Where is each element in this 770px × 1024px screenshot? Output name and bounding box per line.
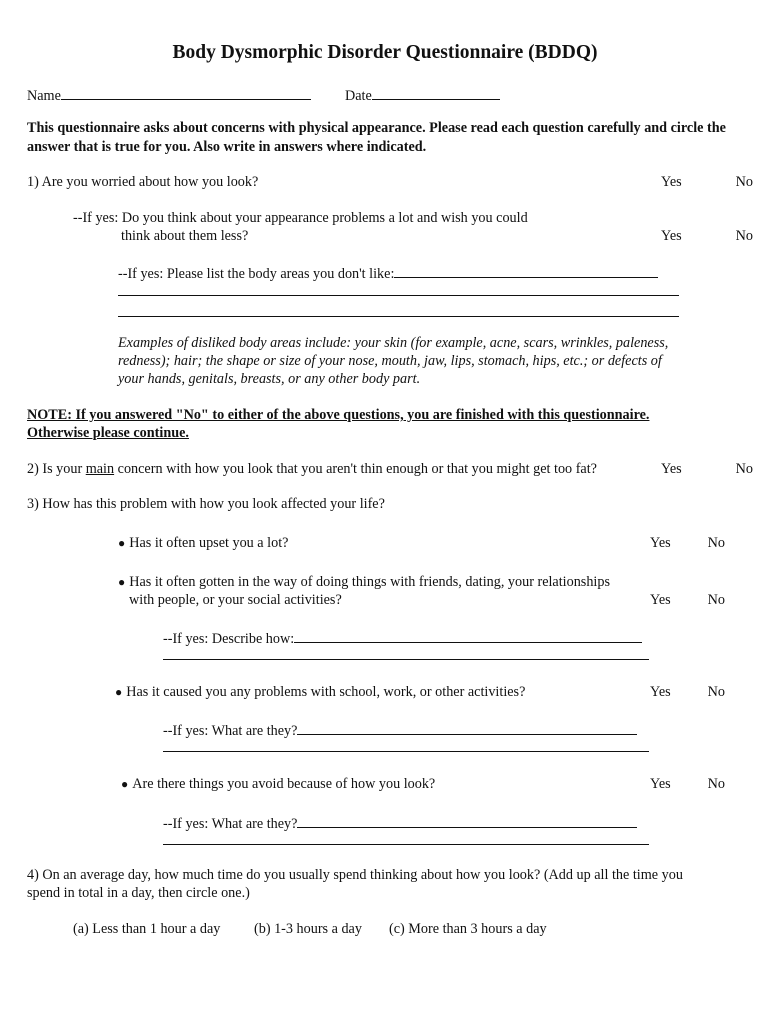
bullet-icon: ● xyxy=(118,536,126,550)
what-field-2[interactable] xyxy=(163,813,637,833)
name-label: Name xyxy=(27,88,61,104)
what-2-line-2[interactable] xyxy=(163,844,649,845)
q1-yes[interactable]: Yes xyxy=(661,174,682,190)
body-areas-field[interactable] xyxy=(118,263,658,283)
q4-option-c[interactable]: (c) More than 3 hours a day xyxy=(389,921,547,937)
q1-answers xyxy=(661,174,753,191)
q4-option-b[interactable]: (b) 1-3 hours a day xyxy=(254,921,362,937)
q2-text-pre: 2) Is your xyxy=(27,461,86,477)
q1-followup-yes[interactable]: Yes xyxy=(661,228,682,244)
q3-item-4-text: Are there things you avoid because of how you look? xyxy=(132,776,436,792)
name-input-line[interactable] xyxy=(61,85,311,100)
what-2-line-1[interactable] xyxy=(297,813,637,828)
q3-item-2-answers xyxy=(650,592,725,609)
q1-no[interactable]: No xyxy=(735,174,753,190)
bullet-icon: ● xyxy=(121,777,129,791)
question-4-line2: spend in total in a day, then circle one.) xyxy=(27,885,250,901)
examples-line-3: your hands, genitals, breasts, or any other body part. xyxy=(118,371,421,387)
q3-item-2-line1 xyxy=(118,574,610,591)
what-label-1: --If yes: What are they? xyxy=(163,723,298,739)
name-field[interactable] xyxy=(27,85,311,105)
q1-followup-line2: think about them less? xyxy=(121,228,249,244)
q3-item-2-text-2: with people, or your social activities? xyxy=(129,592,342,608)
note-line-1: NOTE: If you answered "No" to either of the above questions, you are finished with this questionnaire. xyxy=(27,407,650,423)
examples-line-1: Examples of disliked body areas include: your skin (for example, acne, scars, wrinkles, paleness, xyxy=(118,335,669,351)
question-4-line1: 4) On an average day, how much time do you usually spend thinking about how you look? (Add up all the time you xyxy=(27,867,683,883)
describe-line-2[interactable] xyxy=(163,659,649,660)
q2-text-post: concern with how you look that you aren't thin enough or that you might get too fat? xyxy=(114,461,597,477)
q3-item-2-yes[interactable]: Yes xyxy=(650,592,671,608)
q4-option-a[interactable]: (a) Less than 1 hour a day xyxy=(73,921,221,937)
q3-item-1 xyxy=(118,535,288,552)
q3-item-3-answers xyxy=(650,684,725,701)
date-field[interactable] xyxy=(345,85,500,105)
bullet-icon: ● xyxy=(118,575,126,589)
instructions: This questionnaire asks about concerns with physical appearance. Please read each question carefully and circle the answer that is true for you. Also write in answers where indicated. xyxy=(27,120,726,155)
date-input-line[interactable] xyxy=(372,85,500,100)
q3-item-3-no[interactable]: No xyxy=(707,684,725,700)
q3-item-2-no[interactable]: No xyxy=(707,592,725,608)
q1-followup-answers xyxy=(661,228,753,245)
q2-no[interactable]: No xyxy=(735,461,753,477)
what-1-line-2[interactable] xyxy=(163,751,649,752)
q3-item-1-no[interactable]: No xyxy=(707,535,725,551)
question-2 xyxy=(27,461,597,478)
describe-field[interactable] xyxy=(163,628,642,648)
body-areas-label: --If yes: Please list the body areas you don't like: xyxy=(118,266,395,282)
what-field-1[interactable] xyxy=(163,720,637,740)
q3-item-4 xyxy=(121,776,435,793)
describe-line-1[interactable] xyxy=(294,628,642,643)
what-label-2: --If yes: What are they? xyxy=(163,816,298,832)
q3-item-4-answers xyxy=(650,776,725,793)
q3-item-4-yes[interactable]: Yes xyxy=(650,776,671,792)
body-areas-line-2[interactable] xyxy=(118,295,679,296)
q3-item-3-yes[interactable]: Yes xyxy=(650,684,671,700)
page-title: Body Dysmorphic Disorder Questionnaire (BDDQ) xyxy=(172,42,598,63)
q3-item-1-text: Has it often upset you a lot? xyxy=(129,535,289,551)
body-areas-line-1[interactable] xyxy=(394,263,658,278)
q2-yes[interactable]: Yes xyxy=(661,461,682,477)
what-1-line-1[interactable] xyxy=(297,720,637,735)
note-line-2: Otherwise please continue. xyxy=(27,425,189,441)
q3-item-1-answers xyxy=(650,535,725,552)
q3-item-3 xyxy=(115,684,525,701)
examples-line-2: redness); hair; the shape or size of your nose, mouth, jaw, lips, stomach, hips, etc.; or defects of xyxy=(118,353,662,369)
date-label: Date xyxy=(345,88,372,104)
q2-text-emphasis: main xyxy=(85,461,115,477)
q3-item-4-no[interactable]: No xyxy=(707,776,725,792)
bullet-icon: ● xyxy=(115,685,123,699)
q1-followup-line1: --If yes: Do you think about your appearance problems a lot and wish you could xyxy=(73,210,528,226)
question-1: 1) Are you worried about how you look? xyxy=(27,174,259,190)
q3-item-2-text-1: Has it often gotten in the way of doing things with friends, dating, your relationships xyxy=(129,574,610,590)
q2-answers xyxy=(661,461,753,478)
body-areas-line-3[interactable] xyxy=(118,316,679,317)
q1-followup-no[interactable]: No xyxy=(735,228,753,244)
question-3: 3) How has this problem with how you look affected your life? xyxy=(27,496,385,512)
describe-label: --If yes: Describe how: xyxy=(163,631,295,647)
q3-item-1-yes[interactable]: Yes xyxy=(650,535,671,551)
q3-item-3-text: Has it caused you any problems with school, work, or other activities? xyxy=(126,684,526,700)
